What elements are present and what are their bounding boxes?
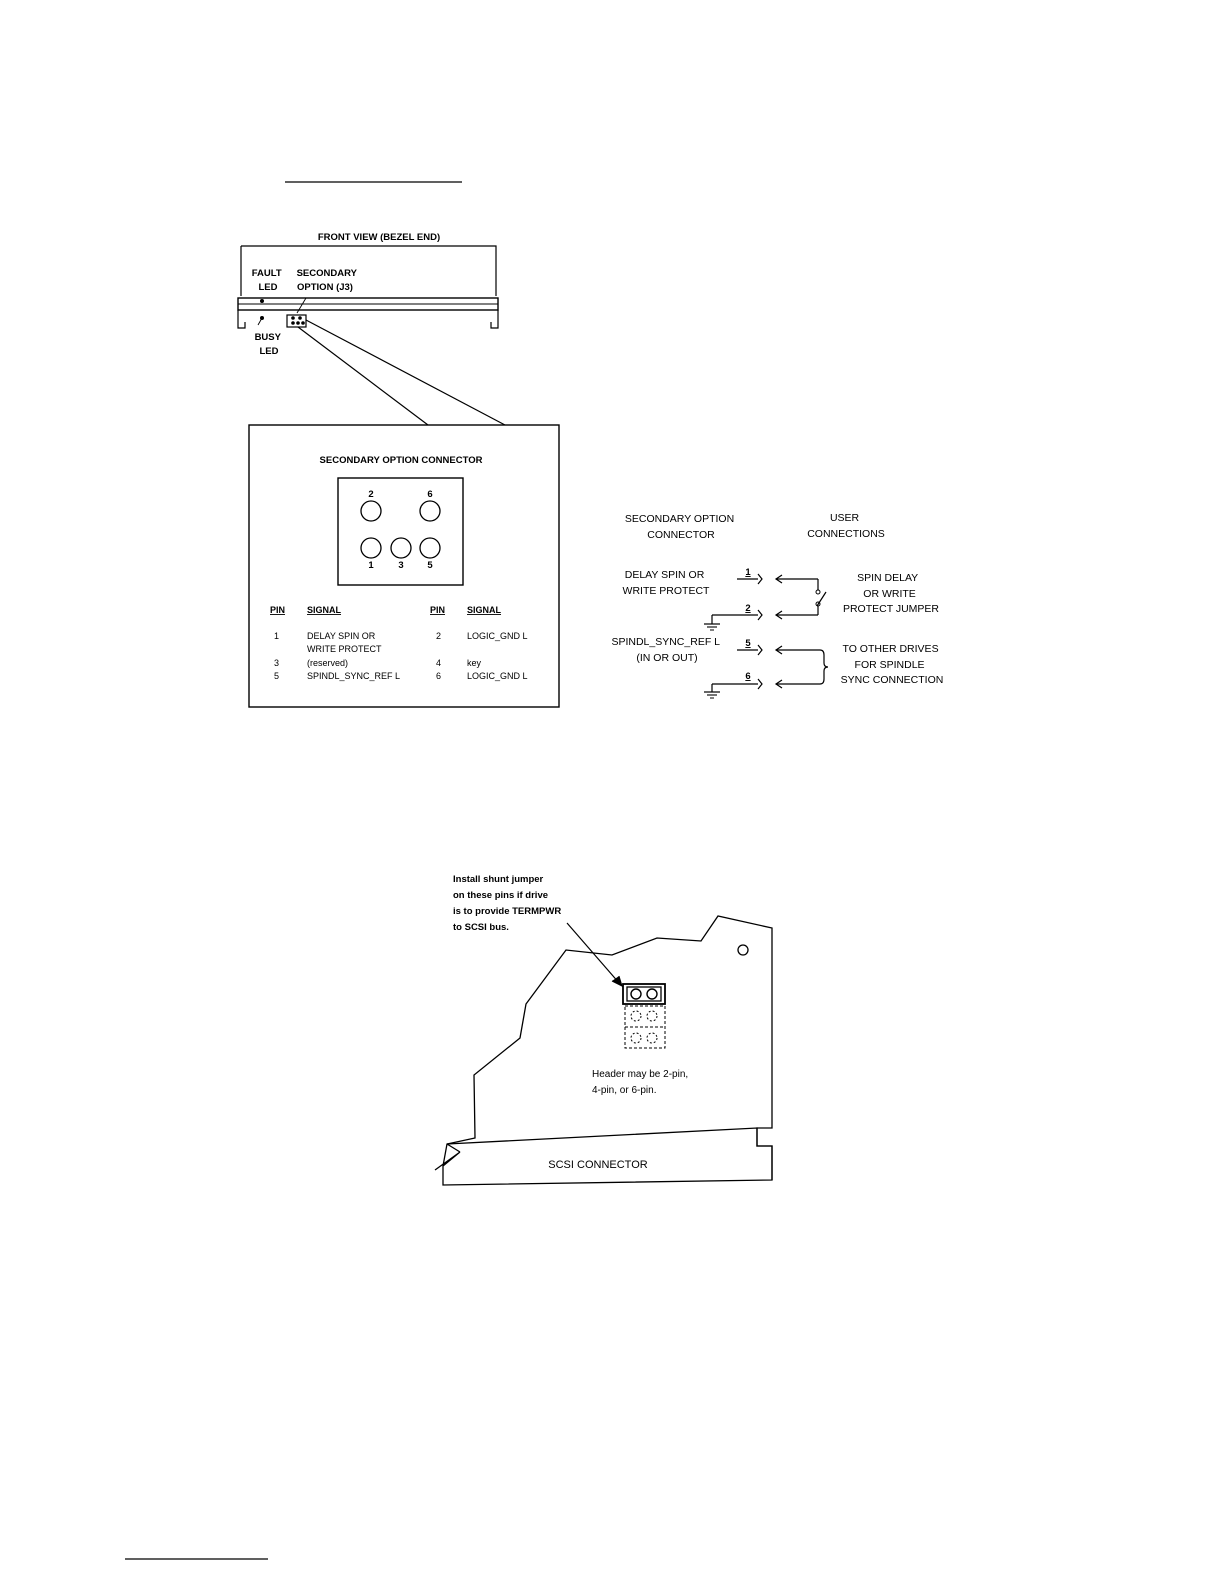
install-note: Install shunt jumper on these pins if drive is to provide TERMPWR to SCSI bus. bbox=[453, 874, 562, 933]
secondary-option-heading: SECONDARY OPTION CONNECTOR bbox=[624, 513, 735, 541]
ground-icon bbox=[704, 615, 720, 630]
jumper-label: SPIN DELAY OR WRITE PROTECT JUMPER bbox=[842, 572, 940, 615]
sync-connection-label: TO OTHER DRIVES FOR SPINDLE SYNC CONNECTION bbox=[840, 643, 944, 686]
pin-label-5: 5 bbox=[427, 560, 433, 571]
table-cell-signal: key bbox=[467, 658, 482, 668]
scsi-connector-strip bbox=[435, 1128, 772, 1185]
table-row: 3 bbox=[274, 658, 280, 668]
jumper-switch bbox=[776, 575, 826, 619]
user-connections-heading: USER CONNECTIONS bbox=[807, 512, 885, 540]
front-view bbox=[238, 232, 505, 425]
table-header-signal-a: SIGNAL bbox=[307, 605, 342, 615]
front-view-title: FRONT VIEW (BEZEL END) bbox=[317, 232, 441, 243]
table-cell-signal: (reserved) bbox=[307, 658, 349, 668]
table-cell-pin: 4 bbox=[436, 658, 442, 668]
scsi-connector-label: SCSI CONNECTOR bbox=[548, 1159, 648, 1171]
table-header-pin-a: PIN bbox=[270, 605, 286, 615]
header-note: Header may be 2-pin, 4-pin, or 6-pin. bbox=[592, 1069, 689, 1096]
busy-led-label: BUSY LED bbox=[254, 332, 281, 357]
table-header-signal-b: SIGNAL bbox=[467, 605, 502, 615]
pin-label-3: 3 bbox=[398, 560, 404, 571]
table-cell-signal: LOGIC_GND L bbox=[467, 631, 528, 641]
table-cell-signal: DELAY SPIN OR WRITE PROTECT bbox=[307, 631, 382, 654]
table-cell-signal: SPINDL_SYNC_REF L bbox=[307, 671, 401, 681]
pin-label-2: 2 bbox=[368, 489, 374, 500]
fault-led-label: FAULT LED bbox=[251, 268, 282, 293]
table-header-pin-b: PIN bbox=[430, 605, 446, 615]
schematic-pin-6: 6 bbox=[745, 671, 751, 682]
callout-line-left bbox=[298, 327, 428, 425]
ground-icon bbox=[704, 684, 720, 698]
j3-connector bbox=[287, 315, 306, 327]
schematic-pin-5: 5 bbox=[745, 638, 751, 649]
table-row: 5 bbox=[274, 671, 280, 681]
termpwr-header bbox=[623, 984, 665, 1048]
spindl-sync-label: SPINDL_SYNC_REF L (IN OR OUT) bbox=[611, 636, 720, 664]
schematic-pin-2: 2 bbox=[745, 603, 751, 614]
table-cell-pin: 6 bbox=[436, 671, 442, 681]
table-cell-signal: LOGIC_GND L bbox=[467, 671, 528, 681]
schematic-pin-1: 1 bbox=[745, 567, 751, 578]
pin-label-1: 1 bbox=[368, 560, 374, 571]
table-cell-pin: 2 bbox=[436, 631, 442, 641]
delay-spin-label: DELAY SPIN OR WRITE PROTECT bbox=[622, 569, 710, 597]
secondary-option-label: SECONDARY OPTION (J3) bbox=[296, 268, 357, 293]
table-row: 1 bbox=[274, 631, 280, 641]
pin-label-6: 6 bbox=[427, 489, 433, 500]
connector-box bbox=[249, 425, 559, 707]
user-connections bbox=[611, 512, 943, 698]
mounting-hole bbox=[738, 945, 748, 955]
pcb-diagram bbox=[435, 874, 772, 1185]
board-outline bbox=[443, 916, 772, 1180]
fault-led-dot bbox=[260, 299, 264, 303]
connector-box-title: SECONDARY OPTION CONNECTOR bbox=[319, 455, 483, 466]
callout-line-right bbox=[306, 320, 505, 425]
sync-brace bbox=[776, 646, 828, 688]
